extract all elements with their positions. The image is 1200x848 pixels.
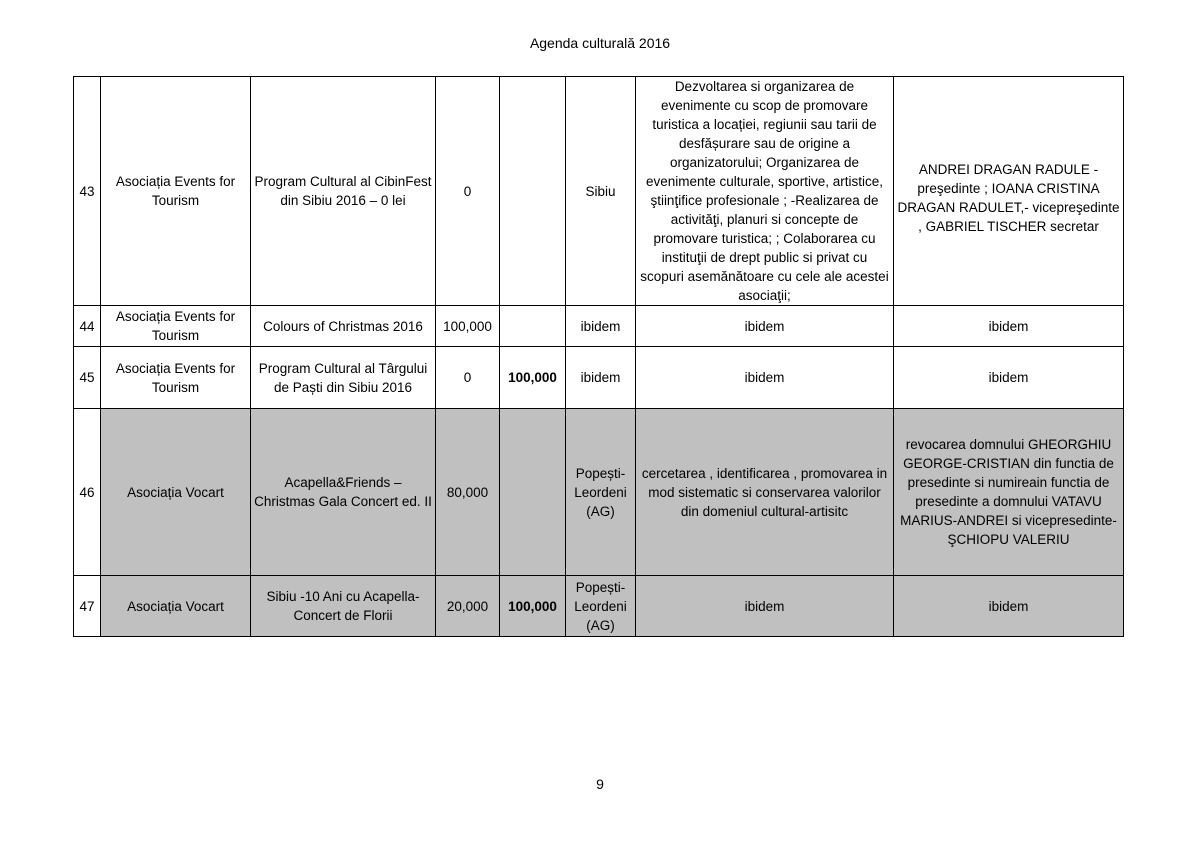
row-number: 45 [74,347,101,409]
table-row [74,347,1124,409]
city: Sibiu [566,77,636,306]
amount: 100,000 [436,306,500,347]
total-amount: 100,000 [500,347,566,409]
amount: 0 [436,77,500,306]
total-amount [500,306,566,347]
table-row [74,77,1124,306]
organization: Asociația Events for Tourism [101,306,251,347]
amount: 0 [436,347,500,409]
row-number: 47 [74,576,101,637]
table-row [74,409,1124,576]
leadership: ibidem [894,306,1124,347]
scope: ibidem [636,347,894,409]
row-number: 43 [74,77,101,306]
scope: ibidem [636,306,894,347]
scope: cercetarea , identificarea , promovarea in mod sistematic si conservarea valorilor din domeniul cultural-artisitc [636,409,894,576]
total-amount [500,77,566,306]
city: Popești-Leordeni (AG) [566,576,636,637]
leadership: ANDREI DRAGAN RADULE - preşedinte ; IOANA CRISTINA DRAGAN RADULET,- vicepreşedinte , GABRIEL TISCHER secretar [894,77,1124,306]
program-name: Acapella&Friends – Christmas Gala Concert ed. II [251,409,436,576]
total-amount: 100,000 [500,576,566,637]
organization: Asociația Events for Tourism [101,77,251,306]
amount: 80,000 [436,409,500,576]
program-name: Program Cultural al CibinFest din Sibiu 2016 – 0 lei [251,77,436,306]
amount: 20,000 [436,576,500,637]
program-name: Program Cultural al Târgului de Paști din Sibiu 2016 [251,347,436,409]
organization: Asociația Vocart [101,576,251,637]
page-header: Agenda culturală 2016 [529,35,671,51]
city: ibidem [566,306,636,347]
leadership: ibidem [894,347,1124,409]
total-amount [500,409,566,576]
table-row [74,576,1124,637]
scope: ibidem [636,576,894,637]
leadership: ibidem [894,576,1124,637]
organization: Asociația Events for Tourism [101,347,251,409]
table-row [74,306,1124,347]
leadership: revocarea domnului GHEORGHIU GEORGE-CRISTIAN din functia de presedinte si numireain functia de presedinte a domnului VATAVU MARIUS-ANDREI si vicepresedinte- ŞCHIOPU VALERIU [894,409,1124,576]
row-number: 46 [74,409,101,576]
row-number: 44 [74,306,101,347]
program-name: Colours of Christmas 2016 [251,306,436,347]
organization: Asociația Vocart [101,409,251,576]
city: ibidem [566,347,636,409]
program-name: Sibiu -10 Ani cu Acapella- Concert de Florii [251,576,436,637]
scope: Dezvoltarea si organizarea de evenimente cu scop de promovare turistica a locației, regiunii sau tarii de desfășurare sau de origine a organizatorului; Organizarea de evenimente culturale, sportive, artistice, ştiinţifice profesionale ; -Realizarea de activităţi, planuri si concepte de promovare turistica; ; Colaborarea cu instituţii de drept public si privat cu scopuri asemănătoare cu cele ale acestei asociaţii; [636,77,894,306]
agenda-table [73,76,1124,637]
page-number: 9 [596,776,604,792]
city: Popești-Leordeni (AG) [566,409,636,576]
